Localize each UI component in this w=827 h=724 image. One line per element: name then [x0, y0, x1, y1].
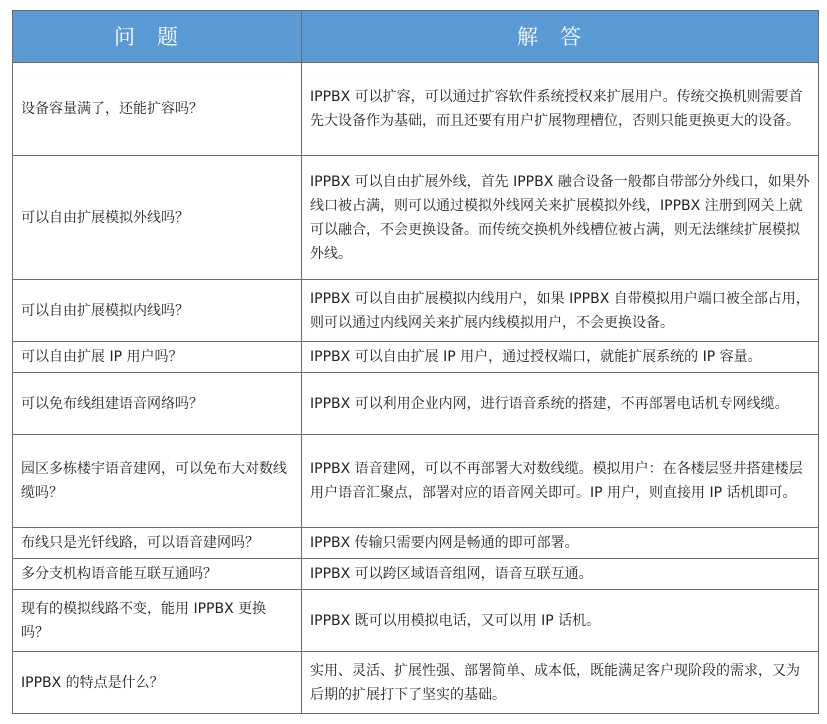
table-row [13, 652, 819, 714]
table-row [13, 342, 819, 373]
table-row [13, 559, 819, 590]
answer-cell: IPPBX 可以自由扩展外线，首先 IPPBX 融合设备一般都自带部分外线口，如果外线口被占满，则可以通过模拟外线网关来扩展模拟外线，IPPBX 注册到网关上就可以融合，不会更换设备。而传统交换机外线槽位被占满，则无法继续扩展模拟外线。 [302, 156, 819, 280]
question-cell: 可以自由扩展模拟外线吗？ [13, 156, 302, 280]
table-row [13, 528, 819, 559]
answer-cell: IPPBX 可以扩容，可以通过扩容软件系统授权来扩展用户。传统交换机则需要首先大设备作为基础，而且还要有用户扩展物理槽位，否则只能更换更大的设备。 [302, 63, 819, 156]
question-cell: 可以免布线组建语音网络吗？ [13, 373, 302, 435]
question-cell: 现有的模拟线路不变，能用 IPPBX 更换吗？ [13, 590, 302, 652]
answer-cell: IPPBX 可以自由扩展模拟内线用户，如果 IPPBX 自带模拟用户端口被全部占用，则可以通过内线网关来扩展内线模拟用户，不会更换设备。 [302, 280, 819, 342]
table-row [13, 435, 819, 528]
question-cell: 布线只是光钎线路，可以语音建网吗？ [13, 528, 302, 559]
answer-header: 解答 [302, 11, 819, 63]
answer-cell: IPPBX 语音建网，可以不再部署大对数线缆。模拟用户：在各楼层竖井搭建楼层用户语音汇聚点，部署对应的语音网关即可。IP 用户，则直接用 IP 话机即可。 [302, 435, 819, 528]
table-row [13, 63, 819, 156]
question-cell: 设备容量满了，还能扩容吗？ [13, 63, 302, 156]
table-row [13, 590, 819, 652]
question-cell: 园区多栋楼宇语音建网，可以免布大对数线缆吗？ [13, 435, 302, 528]
table-row [13, 373, 819, 435]
question-cell: 可以自由扩展模拟内线吗？ [13, 280, 302, 342]
header-row [13, 11, 819, 63]
faq-table [12, 10, 819, 714]
question-header: 问题 [13, 11, 302, 63]
question-cell: 多分支机构语音能互联互通吗？ [13, 559, 302, 590]
answer-cell: 实用、灵活、扩展性强、部署简单、成本低，既能满足客户现阶段的需求，又为后期的扩展打下了坚实的基础。 [302, 652, 819, 714]
table-row [13, 156, 819, 280]
answer-cell: IPPBX 既可以用模拟电话，又可以用 IP 话机。 [302, 590, 819, 652]
answer-cell: IPPBX 可以跨区域语音组网，语音互联互通。 [302, 559, 819, 590]
answer-cell: IPPBX 可以利用企业内网，进行语音系统的搭建，不再部署电话机专网线缆。 [302, 373, 819, 435]
question-cell: IPPBX 的特点是什么？ [13, 652, 302, 714]
answer-cell: IPPBX 可以自由扩展 IP 用户，通过授权端口，就能扩展系统的 IP 容量。 [302, 342, 819, 373]
question-cell: 可以自由扩展 IP 用户吗？ [13, 342, 302, 373]
table-row [13, 280, 819, 342]
answer-cell: IPPBX 传输只需要内网是畅通的即可部署。 [302, 528, 819, 559]
